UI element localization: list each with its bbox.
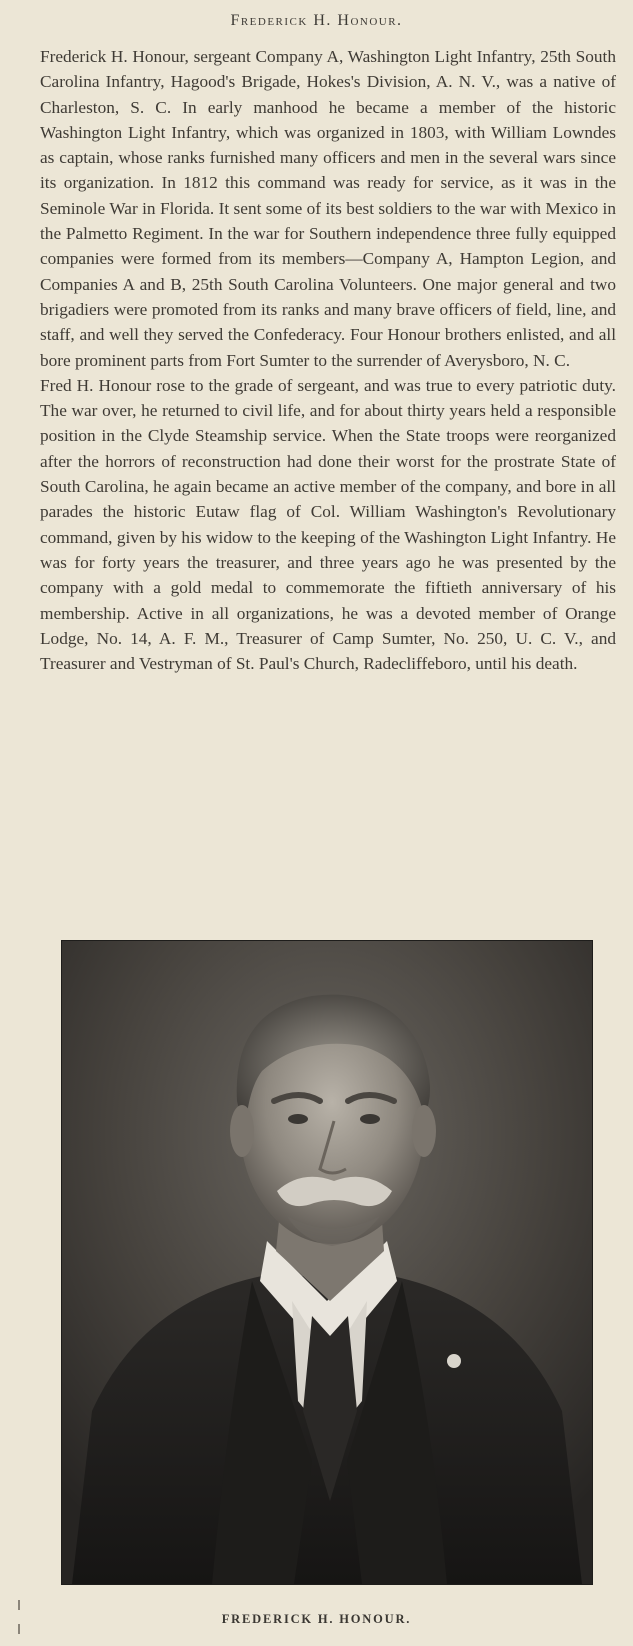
margin-mark-bottom xyxy=(18,1624,20,1634)
margin-mark-top xyxy=(18,1600,20,1610)
page-header: Frederick H. Honour. xyxy=(230,12,403,29)
paragraph-1: Frederick H. Honour, sergeant Company A, Washington Light Infantry, 25th South Carolina Infantry, Hagood's Brigade, Hokes's Division, A. N. V., was a native of Charleston, S. C. In early manhood he became a member of the historic Washington Light Infantry, which was organized in 1803, with William Lowndes as captain, whose ranks furnished many officers and men in the several wars since its organization. In 1812 this command was ready for service, as it was in the Seminole War in Florida. It sent some of its best soldiers to the war with Mexico in the Palmetto Regiment. In the war for Southern independence three fully equipped companies were formed from its members—Company A, Hampton Legion, and Companies A and B, 25th South Carolina Volunteers. One major general and two brigadiers were promoted from its ranks and many brave officers of field, line, and staff, and well they served the Confederacy. Four Honour brothers enlisted, and all bore prominent parts from Fort Sumter to the surrender of Averysboro, N. C. xyxy=(40,47,616,370)
portrait-photo xyxy=(61,940,593,1585)
article-body xyxy=(40,44,616,676)
paragraph-2: Fred H. Honour rose to the grade of sergeant, and was true to every patriotic duty. The war over, he returned to civil life, and for about thirty years held a responsible position in the Clyde Steamship service. When the State troops were reorganized after the horrors of reconstruction had done their worst for the prostrate State of South Carolina, he again became an active member of the company, and bore in all parades the historic Eutaw flag of Col. William Washington's Revolutionary command, given by his widow to the keeping of the Washington Light Infantry. He was for forty years the treasurer, and three years ago he was presented by the company with a gold medal to commemorate the fiftieth anniversary of his membership. Active in all organizations, he was a devoted member of Orange Lodge, No. 14, A. F. M., Treasurer of Camp Sumter, No. 250, U. C. V., and Treasurer and Vestryman of St. Paul's Church, Radecliffeboro, until his death. xyxy=(40,375,616,674)
portrait-caption: FREDERICK H. HONOUR. xyxy=(221,1612,412,1626)
